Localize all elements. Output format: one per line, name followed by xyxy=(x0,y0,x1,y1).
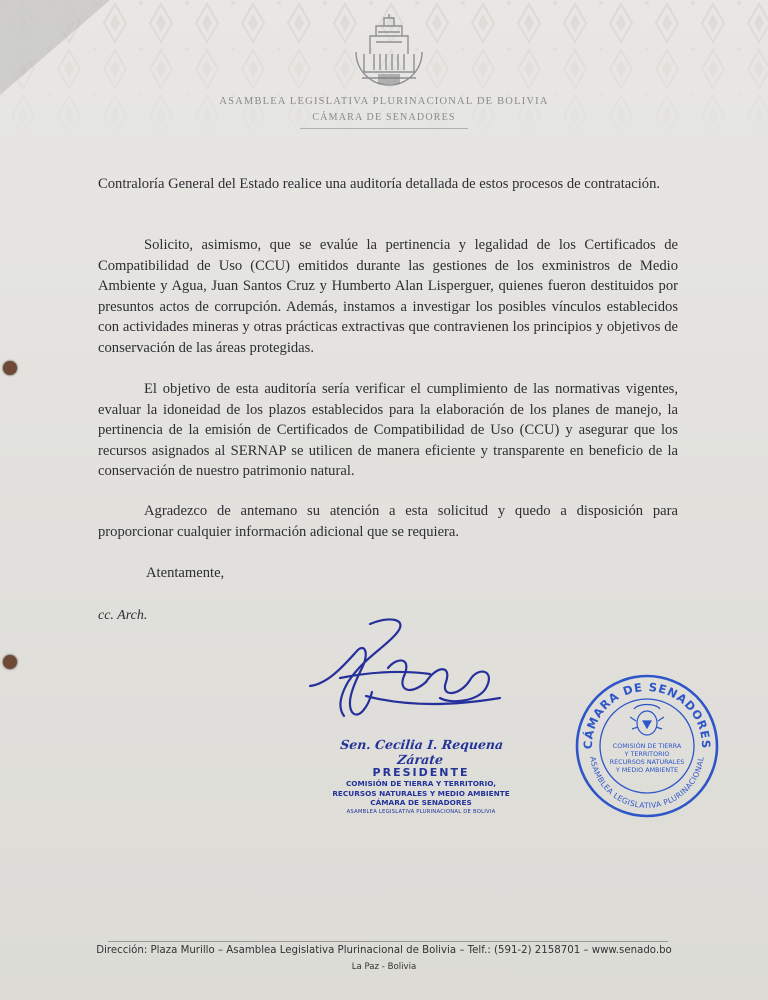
footer-address: Dirección: Plaza Murillo – Asamblea Legislativa Plurinacional de Bolivia – Telf.: (591-2) 2158701 – www.senado.bo xyxy=(96,945,672,956)
body-paragraph: El objetivo de esta auditoría sería verificar el cumplimiento de las normativas vigentes, evaluar la idoneidad de los plazos establecidos para la elaboración de los planes de manejo, la pertinencia de la emisión de Certificados de Compatibilidad de Uso (CCU) y asegurar que los recursos asignados al SERNAP se utilicen de manera eficiente y transparente en beneficio de la conservación de nuestro patrimonio natural. xyxy=(98,381,678,479)
stamp-center-line: Y TERRITORIO xyxy=(624,750,670,758)
signature-block xyxy=(326,737,516,816)
punch-hole xyxy=(3,655,17,669)
signatory-title: PRESIDENTE xyxy=(372,766,470,779)
stamp-center-line: COMISIÓN DE TIERRA xyxy=(612,742,682,750)
signatory-commission-2: RECURSOS NATURALES Y MEDIO AMBIENTE xyxy=(332,788,510,798)
header-chamber: CÁMARA DE SENADORES xyxy=(312,112,456,123)
senate-emblem-icon xyxy=(350,12,428,92)
footer-city: La Paz - Bolivia xyxy=(351,962,417,972)
signatory-commission: COMISIÓN DE TIERRA Y TERRITORIO, xyxy=(345,779,497,788)
footer-divider xyxy=(108,941,668,942)
cc-note: cc. Arch. xyxy=(98,608,148,623)
stamp-top-text: CÁMARA DE SENADORES xyxy=(580,679,714,750)
punch-hole xyxy=(3,361,17,375)
paper-fold-shadow xyxy=(0,0,120,100)
handwritten-signature xyxy=(300,612,510,740)
header-divider xyxy=(300,128,468,129)
signatory-name: Sen. Cecilia I. Requena Zárate xyxy=(339,737,504,767)
body-paragraph: Contraloría General del Estado realice una auditoría detallada de estos procesos de contratación. xyxy=(98,176,661,192)
header-institution: ASAMBLEA LEGISLATIVA PLURINACIONAL DE BOLIVIA xyxy=(219,96,549,107)
signatory-chamber: CÁMARA DE SENADORES xyxy=(370,798,472,807)
bolivia-coat-of-arms-icon xyxy=(630,705,664,736)
signatory-assembly: ASAMBLEA LEGISLATIVA PLURINACIONAL DE BOLIVIA xyxy=(346,808,496,815)
stamp-center-line: RECURSOS NATURALES xyxy=(609,758,685,766)
senate-seal-stamp xyxy=(574,673,720,819)
closing-salutation: Atentamente, xyxy=(146,565,225,581)
body-paragraph: Agradezco de antemano su atención a esta solicitud y quedo a disposición para proporcionar cualquier información adicional que se requiera. xyxy=(98,503,678,540)
stamp-center-line: Y MEDIO AMBIENTE xyxy=(615,766,679,774)
body-paragraph: Solicito, asimismo, que se evalúe la pertinencia y legalidad de los Certificados de Compatibilidad de Uso (CCU) emitidos durante las gestiones de los exministros de Medio Ambiente y Agua, Juan Santos Cruz y Humberto Alan Lisperguer, quienes fueron destituidos por presuntos actos de corrupción. Además, instamos a investigar los posibles vínculos establecidos con actividades mineras y otras prácticas extractivas que contravienen los principios y objetivos de conservación de las áreas protegidas. xyxy=(98,237,678,356)
stamp-bottom-text: ASAMBLEA LEGISLATIVA PLURINACIONAL xyxy=(588,755,706,811)
